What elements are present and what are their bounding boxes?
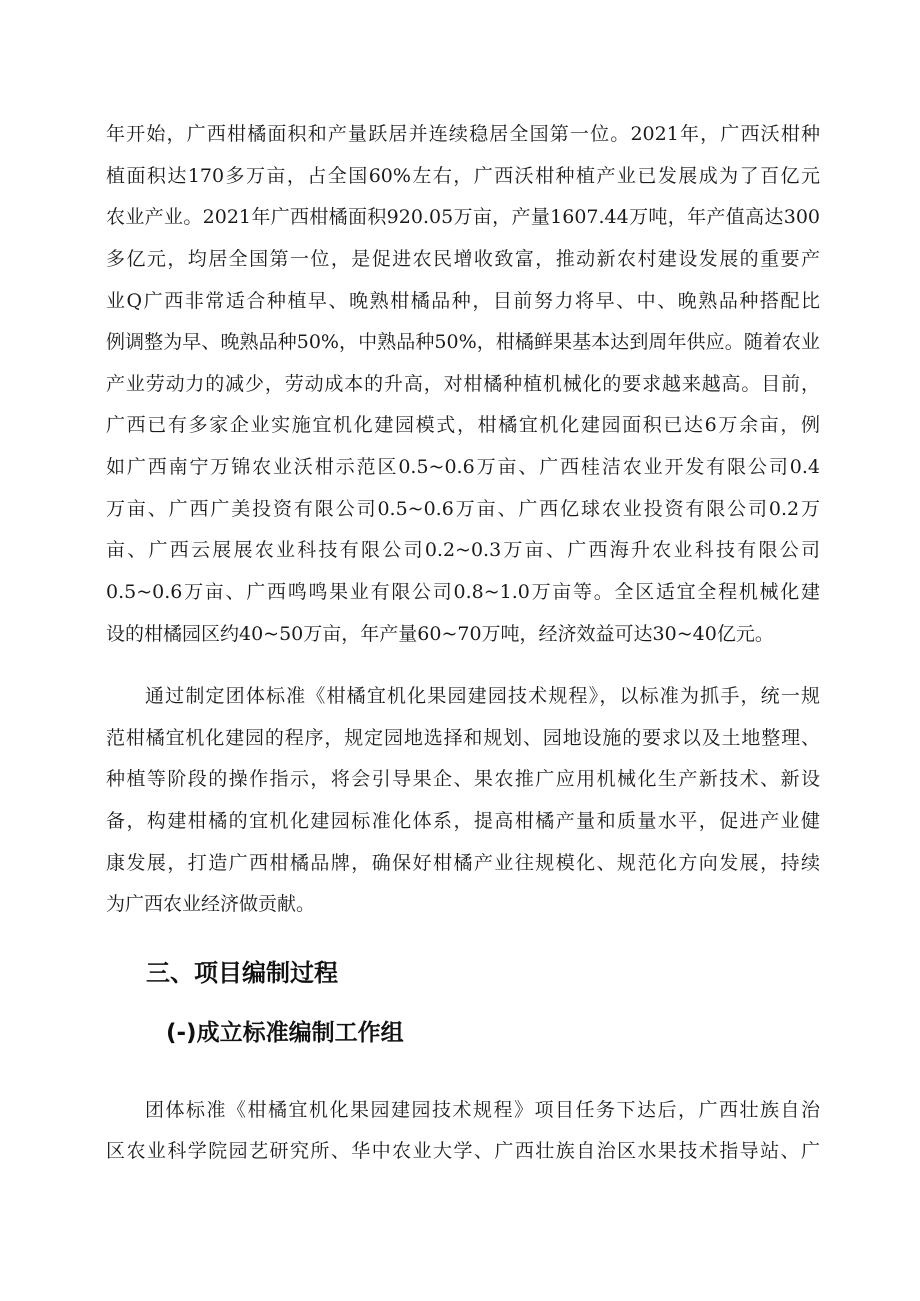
text-line: 年开始，广西柑橘面积和产量跃居并连续稳居全国第一位。2021年，广西沃柑种 xyxy=(106,123,820,145)
text-line: 通过制定团体标准《柑橘宜机化果园建园技术规程》，以标准为抓手，统一规 xyxy=(145,685,820,707)
text-line: 0.5~0.6万亩、广西鸣鸣果业有限公司0.8~1.0万亩等。全区适宜全程机械化建 xyxy=(106,581,820,603)
text-line: 例调整为早、晚熟品种50%，中熟品种50%，柑橘鲜果基本达到周年供应。随着农业 xyxy=(106,331,820,353)
text-line: 设的柑橘园区约40~50万亩，年产量60~70万吨，经济效益可达30~40亿元。 xyxy=(106,623,774,645)
text-line: 种植等阶段的操作指示，将会引导果企、果农推广应用机械化生产新技术、新设 xyxy=(106,768,820,790)
text-line: 范柑橘宜机化建园的程序，规定园地选择和规划、园地设施的要求以及土地整理、 xyxy=(106,727,820,749)
text-line: 农业产业。2021年广西柑橘面积920.05万亩，产量1607.44万吨，年产值高达300 xyxy=(106,206,820,228)
text-line: 亩、广西云展展农业科技有限公司0.2~0.3万亩、广西海升农业科技有限公司 xyxy=(106,539,820,561)
text-line: 万亩、广西广美投资有限公司0.5~0.6万亩、广西亿球农业投资有限公司0.2万 xyxy=(106,498,820,520)
text-line: 广西已有多家企业实施宜机化建园模式，柑橘宜机化建园面积已达6万余亩，例 xyxy=(106,414,820,436)
text-line: 如广西南宁万锦农业沃柑示范区0.5~0.6万亩、广西桂洁农业开发有限公司0.4 xyxy=(106,456,820,478)
text-line: 区农业科学院园艺研究所、华中农业大学、广西壮族自治区水果技术指导站、广 xyxy=(106,1140,820,1162)
text-line: 团体标准《柑橘宜机化果园建园技术规程》项目任务下达后，广西壮族自治 xyxy=(145,1099,820,1121)
text-line: 为广西农业经济做贡献。 xyxy=(106,893,316,915)
text-line: 多亿元，均居全国第一位，是促进农民增收致富，推动新农村建设发展的重要产 xyxy=(106,248,820,270)
subsection-heading: (-)成立标准编制工作组 xyxy=(166,1020,404,1046)
text-line: 业Q广西非常适合种植早、晚熟柑橘品种，目前努力将早、中、晚熟品种搭配比 xyxy=(106,290,820,312)
text-line: 康发展，打造广西柑橘品牌，确保好柑橘产业往规模化、规范化方向发展，持续 xyxy=(106,852,820,874)
text-line: 植面积达170多万亩，占全国60%左右，广西沃柑种植产业已发展成为了百亿元 xyxy=(106,165,820,187)
text-line: 备，构建柑橘的宜机化建园标准化体系，提高柑橘产量和质量水平，促进产业健 xyxy=(106,810,820,832)
text-line: 产业劳动力的减少，劳动成本的升高，对柑橘种植机械化的要求越来越高。目前， xyxy=(106,373,820,395)
section-heading: 三、项目编制过程 xyxy=(146,959,338,987)
